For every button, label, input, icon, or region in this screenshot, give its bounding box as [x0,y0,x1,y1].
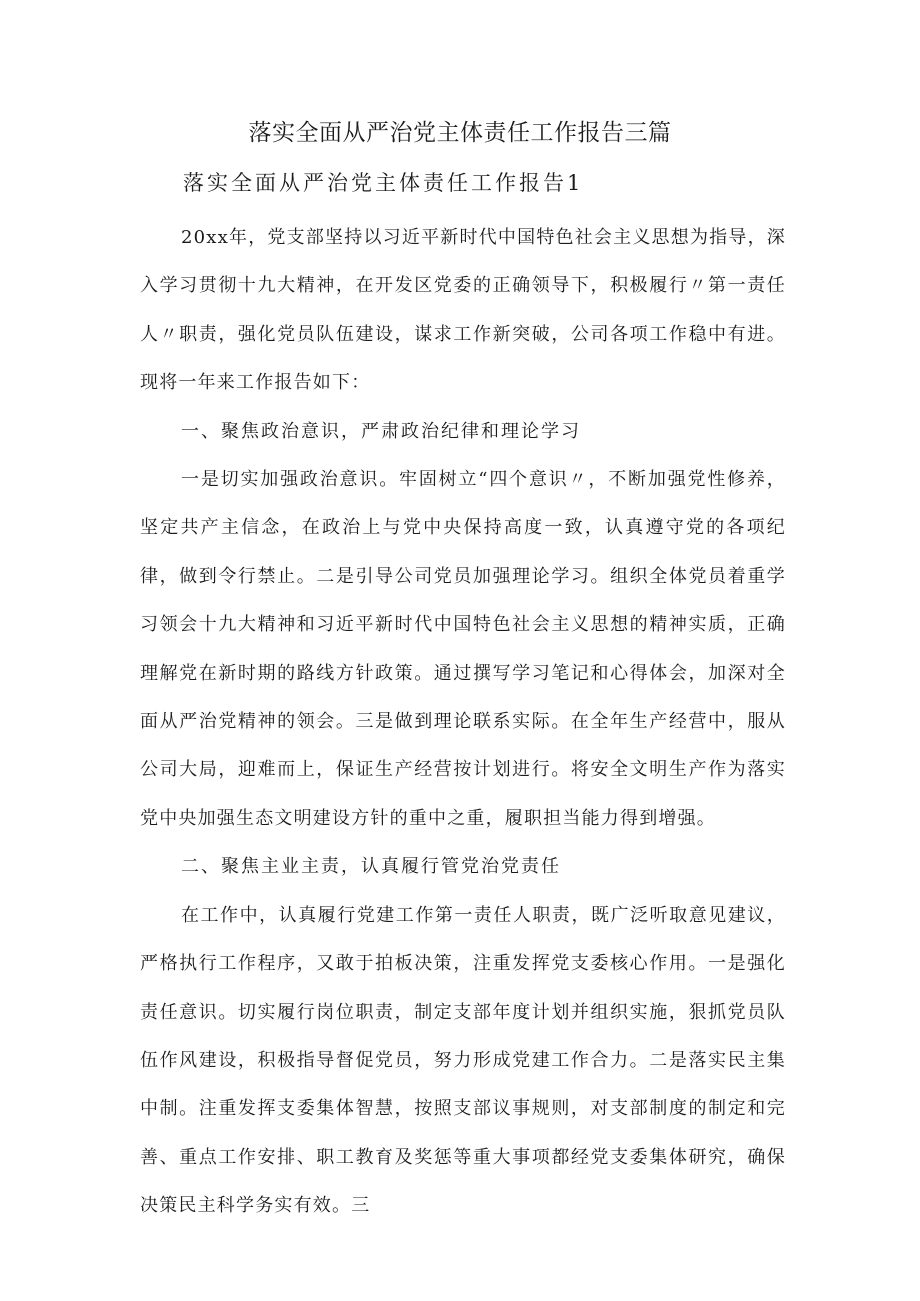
paragraph-section-1: 一是切实加强政治意识。牢固树立“四个意识〃，不断加强党性修养，坚定共产主信念，在政治上与党中央保持高度一致，认真遵守党的各项纪律，做到令行禁止。二是引导公司党员加强理论学习。组织全体党员着重学习领会十九大精神和习近平新时代中国特色社会主义思想的精神实质，正确理解党在新时期的路线方针政策。通过撰写学习笔记和心得体会，加深对全面从严治党精神的领会。三是做到理论联系实际。在全年生产经营中，服从公司大局，迎难而上，保证生产经营按计划进行。将安全文明生产作为落实党中央加强生态文明建设方针的重中之重，履职担当能力得到增强。 [140,469,786,829]
paragraph-section-2: 在工作中，认真履行党建工作第一责任人职责，既广泛听取意见建议，严格执行工作程序，又敢于拍板决策，注重发挥党支委核心作用。一是强化责任意识。切实履行岗位职责，制定支部年度计划并组织实施，狠抓党员队伍作风建设，积极指导督促党员，努力形成党建工作合力。二是落实民主集中制。注重发挥支委集体智慧，按照支部议事规则，对支部制度的制定和完善、重点工作安排、职工教育及奖惩等重大事项都经党支委集体研究，确保决策民主科学务实有效。三 [140,904,786,1217]
section-heading-2: 二、聚焦主业主责，认真履行管党治党责任 [181,856,561,878]
document-body [140,214,786,1231]
document-title: 落实全面从严治党主体责任工作报告三篇 [248,120,672,146]
section-heading-1: 一、聚焦政治意识，严肃政治纪律和理论学习 [181,420,581,442]
paragraph-intro: 20xx年，党支部坚持以习近平新时代中国特色社会主义思想为指导，深入学习贯彻十九大精神，在开发区党委的正确领导下，积极履行〃第一责任人〃职责，强化党员队伍建设，谋求工作新突破，公司各项工作稳中有进。现将一年来工作报告如下： [140,227,786,394]
report-subtitle: 落实全面从严治党主体责任工作报告1 [183,171,584,195]
